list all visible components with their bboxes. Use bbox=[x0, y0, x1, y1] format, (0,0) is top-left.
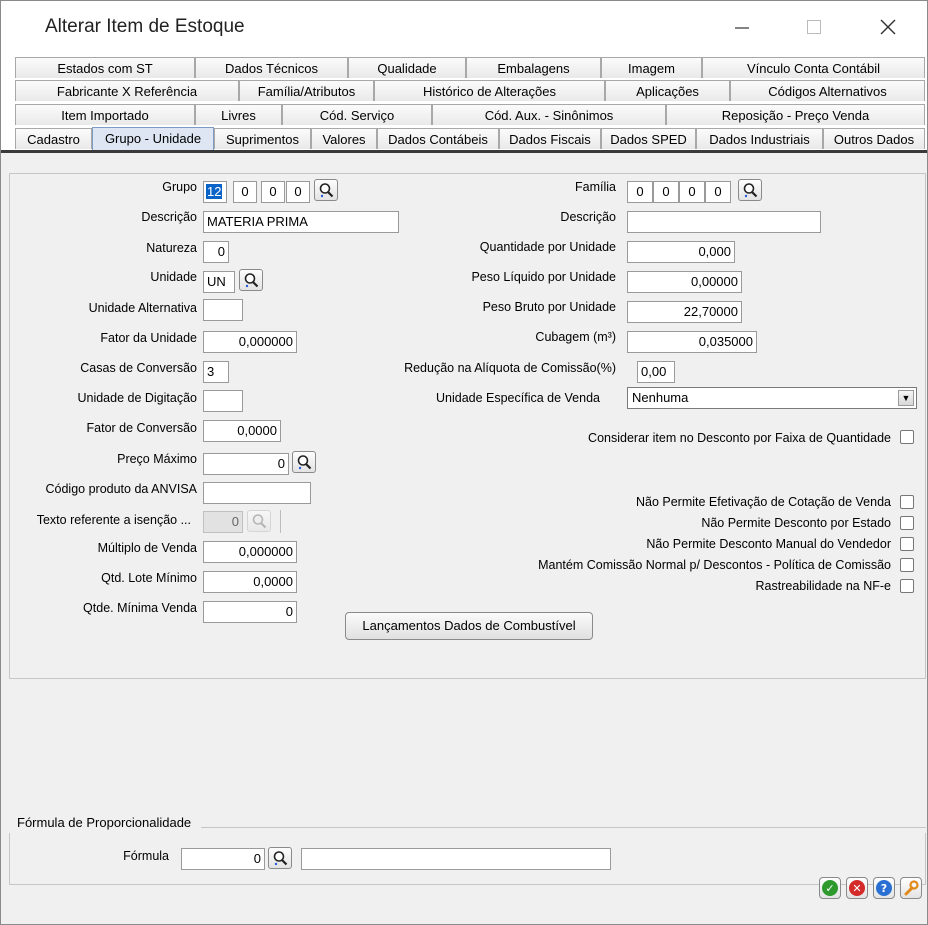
tab-dados-fiscais[interactable]: Dados Fiscais bbox=[499, 128, 601, 149]
familia-label: Família bbox=[575, 180, 616, 194]
check-label-rastreabilidade: Rastreabilidade na NF-e bbox=[755, 579, 891, 593]
tab-dados-contabeis[interactable]: Dados Contábeis bbox=[377, 128, 499, 149]
close-icon bbox=[880, 19, 896, 35]
unidade-especifica-value: Nenhuma bbox=[632, 390, 689, 405]
preco-maximo-label: Preço Máximo bbox=[117, 452, 197, 466]
tab-livres[interactable]: Livres bbox=[195, 104, 282, 125]
tab-dados-industriais[interactable]: Dados Industriais bbox=[696, 128, 823, 149]
grupo-field-4[interactable]: 0 bbox=[286, 181, 310, 203]
familia-descricao-label: Descrição bbox=[560, 210, 616, 224]
tab-fabricante-referencia[interactable]: Fabricante X Referência bbox=[15, 80, 239, 101]
familia-descricao-field[interactable] bbox=[627, 211, 821, 233]
preco-maximo-field[interactable]: 0 bbox=[203, 453, 289, 475]
tab-familia-atributos[interactable]: Família/Atributos bbox=[239, 80, 374, 101]
peso-liquido-field[interactable]: 0,00000 bbox=[627, 271, 742, 293]
tab-qualidade[interactable]: Qualidade bbox=[348, 57, 466, 78]
multiplo-venda-field[interactable]: 0,000000 bbox=[203, 541, 297, 563]
grupo-label: Grupo bbox=[162, 180, 197, 194]
fator-unidade-field[interactable]: 0,000000 bbox=[203, 331, 297, 353]
window-title: Alterar Item de Estoque bbox=[45, 16, 245, 37]
check-icon: ✓ bbox=[822, 880, 838, 896]
unidade-alternativa-field[interactable] bbox=[203, 299, 243, 321]
qtd-unidade-field[interactable]: 0,000 bbox=[627, 241, 735, 263]
search-icon bbox=[296, 454, 312, 470]
peso-bruto-label: Peso Bruto por Unidade bbox=[482, 300, 616, 314]
natureza-label: Natureza bbox=[146, 241, 197, 255]
tools-button[interactable] bbox=[900, 877, 922, 899]
peso-bruto-field[interactable]: 22,70000 bbox=[627, 301, 742, 323]
minima-venda-label: Qtde. Mínima Venda bbox=[83, 601, 197, 615]
reducao-aliquota-label: Redução na Alíquota de Comissão(%) bbox=[404, 361, 616, 375]
close-button[interactable] bbox=[865, 11, 911, 43]
search-icon bbox=[318, 182, 334, 198]
confirm-button[interactable] bbox=[819, 877, 841, 899]
dropdown-arrow-icon: ▼ bbox=[898, 390, 914, 406]
minima-venda-field[interactable]: 0 bbox=[203, 601, 297, 623]
tab-dados-tecnicos[interactable]: Dados Técnicos bbox=[195, 57, 348, 78]
anvisa-field[interactable] bbox=[203, 482, 311, 504]
unidade-search-button[interactable] bbox=[239, 269, 263, 291]
considerar-faixa-checkbox[interactable] bbox=[900, 430, 914, 444]
tab-outros-dados[interactable]: Outros Dados bbox=[823, 128, 925, 149]
reducao-aliquota-field[interactable]: 0,00 bbox=[637, 361, 675, 383]
tab-item-importado[interactable]: Item Importado bbox=[15, 104, 195, 125]
tab-codigos-alternativos[interactable]: Códigos Alternativos bbox=[730, 80, 925, 101]
formula-descricao-field[interactable] bbox=[301, 848, 611, 870]
search-icon bbox=[243, 272, 259, 288]
unidade-digitacao-field[interactable] bbox=[203, 390, 243, 412]
grupo-search-button[interactable] bbox=[314, 179, 338, 201]
tab-embalagens[interactable]: Embalagens bbox=[466, 57, 601, 78]
fator-conversao-field[interactable]: 0,0000 bbox=[203, 420, 281, 442]
grupo-field-2[interactable]: 0 bbox=[233, 181, 257, 203]
formula-group-label: Fórmula de Proporcionalidade bbox=[17, 815, 192, 830]
checkbox-cotacao[interactable] bbox=[900, 495, 914, 509]
isencao-label: Texto referente a isenção ... bbox=[36, 513, 191, 527]
search-icon bbox=[272, 850, 288, 866]
checkbox-comissao[interactable] bbox=[900, 558, 914, 572]
familia-field-4[interactable]: 0 bbox=[705, 181, 731, 203]
tab-valores[interactable]: Valores bbox=[311, 128, 377, 149]
minimize-button[interactable] bbox=[719, 11, 765, 43]
unidade-label: Unidade bbox=[150, 270, 197, 284]
fator-conversao-label: Fator de Conversão bbox=[86, 421, 197, 435]
natureza-field[interactable]: 0 bbox=[203, 241, 229, 263]
checkbox-rastreabilidade[interactable] bbox=[900, 579, 914, 593]
casas-conversao-label: Casas de Conversão bbox=[80, 361, 197, 375]
casas-conversao-field[interactable]: 3 bbox=[203, 361, 229, 383]
unidade-field[interactable]: UN bbox=[203, 271, 235, 293]
lote-minimo-field[interactable]: 0,0000 bbox=[203, 571, 297, 593]
wrench-icon bbox=[903, 880, 919, 896]
cubagem-field[interactable]: 0,035000 bbox=[627, 331, 757, 353]
check-label-cotacao: Não Permite Efetivação de Cotação de Venda bbox=[635, 495, 891, 509]
isencao-divider bbox=[280, 510, 281, 533]
qtd-unidade-label: Quantidade por Unidade bbox=[479, 240, 616, 254]
tab-cod-aux-sinonimos[interactable]: Cód. Aux. - Sinônimos bbox=[432, 104, 666, 125]
multiplo-venda-label: Múltiplo de Venda bbox=[97, 541, 197, 555]
familia-field-1[interactable]: 0 bbox=[627, 181, 653, 203]
descricao-label: Descrição bbox=[141, 210, 197, 224]
tab-reposicao-preco[interactable]: Reposição - Preço Venda bbox=[666, 104, 925, 125]
tab-suprimentos[interactable]: Suprimentos bbox=[214, 128, 311, 149]
familia-field-3[interactable]: 0 bbox=[679, 181, 705, 203]
considerar-faixa-label: Considerar item no Desconto por Faixa de Quantidade bbox=[588, 431, 891, 445]
formula-field[interactable]: 0 bbox=[181, 848, 265, 870]
tab-grupo-unidade[interactable]: Grupo - Unidade bbox=[92, 127, 214, 150]
tab-cadastro[interactable]: Cadastro bbox=[15, 128, 92, 149]
familia-search-button[interactable] bbox=[738, 179, 762, 201]
tab-imagem[interactable]: Imagem bbox=[601, 57, 702, 78]
cancel-button[interactable] bbox=[846, 877, 868, 899]
tab-dados-sped[interactable]: Dados SPED bbox=[601, 128, 696, 149]
descricao-field[interactable]: MATERIA PRIMA bbox=[203, 211, 399, 233]
isencao-field: 0 bbox=[203, 511, 243, 533]
checkbox-desconto-estado[interactable] bbox=[900, 516, 914, 530]
title-bar bbox=[1, 1, 927, 49]
combustivel-button[interactable]: Lançamentos Dados de Combustível bbox=[345, 612, 593, 640]
anvisa-label: Código produto da ANVISA bbox=[45, 482, 197, 496]
unidade-especifica-label: Unidade Específica de Venda bbox=[435, 391, 600, 405]
familia-field-2[interactable]: 0 bbox=[653, 181, 679, 203]
search-icon bbox=[742, 182, 758, 198]
check-label-comissao: Mantém Comissão Normal p/ Descontos - Política de Comissão bbox=[538, 558, 891, 572]
grupo-field-1[interactable]: 12 bbox=[203, 181, 227, 203]
tab-content bbox=[1, 153, 927, 924]
maximize-button[interactable] bbox=[791, 11, 837, 43]
peso-liquido-label: Peso Líquido por Unidade bbox=[471, 270, 616, 284]
help-button[interactable] bbox=[873, 877, 895, 899]
checkbox-desconto-manual[interactable] bbox=[900, 537, 914, 551]
cancel-icon: ✕ bbox=[849, 880, 865, 896]
tab-cod-servico[interactable]: Cód. Serviço bbox=[282, 104, 432, 125]
isencao-search-button bbox=[247, 510, 271, 532]
tab-vinculo-conta[interactable]: Vínculo Conta Contábil bbox=[702, 57, 925, 78]
unidade-especifica-select[interactable] bbox=[627, 387, 917, 409]
check-label-desconto-manual: Não Permite Desconto Manual do Vendedor bbox=[646, 537, 891, 551]
tab-estados-st[interactable]: Estados com ST bbox=[15, 57, 195, 78]
formula-group-top bbox=[201, 827, 926, 828]
minimize-icon bbox=[735, 20, 749, 34]
formula-label: Fórmula bbox=[123, 849, 169, 863]
cubagem-label: Cubagem (m³) bbox=[535, 330, 616, 344]
unidade-digitacao-label: Unidade de Digitação bbox=[77, 391, 197, 405]
unidade-alternativa-label: Unidade Alternativa bbox=[88, 301, 197, 315]
help-icon: ? bbox=[876, 880, 892, 896]
formula-search-button[interactable] bbox=[268, 847, 292, 869]
search-icon bbox=[251, 513, 267, 529]
preco-maximo-search-button[interactable] bbox=[292, 451, 316, 473]
maximize-icon bbox=[807, 20, 821, 34]
tab-aplicacoes[interactable]: Aplicações bbox=[605, 80, 730, 101]
grupo-field-3[interactable]: 0 bbox=[261, 181, 285, 203]
lote-minimo-label: Qtd. Lote Mínimo bbox=[101, 571, 197, 585]
tab-historico-alteracoes[interactable]: Histórico de Alterações bbox=[374, 80, 605, 101]
fator-unidade-label: Fator da Unidade bbox=[100, 331, 197, 345]
check-label-desconto-estado: Não Permite Desconto por Estado bbox=[701, 516, 891, 530]
